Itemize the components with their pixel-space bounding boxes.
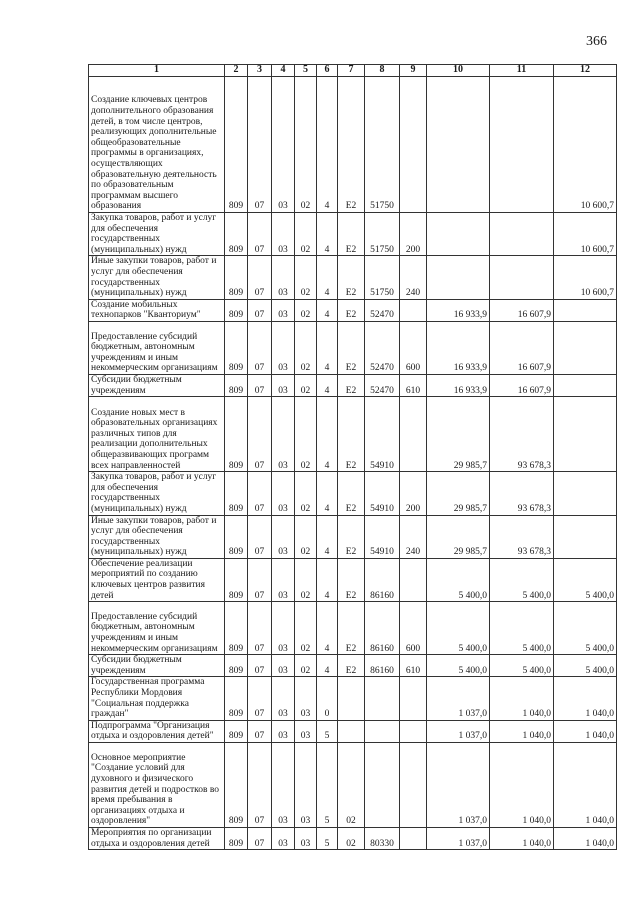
cell-col-4: 03 — [272, 677, 295, 720]
cell-col-12 — [554, 299, 617, 321]
row-name-cell: Основное мероприятие "Создание условий для духовного и физического развития детей и подростков во время пребывания в организациях отдыха и оздоровления" — [89, 743, 225, 828]
cell-col-9 — [400, 558, 427, 601]
cell-col-3: 07 — [248, 677, 272, 720]
row-name-cell: Предоставление субсидий бюджетным, автономным учреждениям и иным некоммерческим организациям — [89, 602, 225, 655]
cell-col-7: 02 — [338, 828, 365, 850]
cell-col-5: 02 — [295, 299, 317, 321]
cell-col-4: 03 — [272, 472, 295, 515]
cell-col-7: E2 — [338, 299, 365, 321]
cell-col-10: 1 037,0 — [427, 677, 490, 720]
table-row — [89, 472, 617, 515]
cell-col-4: 03 — [272, 77, 295, 213]
cell-col-6: 4 — [317, 321, 338, 374]
cell-col-11: 1 040,0 — [490, 720, 554, 742]
cell-col-7: E2 — [338, 515, 365, 558]
cell-col-8 — [365, 743, 400, 828]
cell-col-7 — [338, 720, 365, 742]
cell-col-10: 29 985,7 — [427, 472, 490, 515]
cell-col-10: 1 037,0 — [427, 828, 490, 850]
cell-col-6: 4 — [317, 472, 338, 515]
cell-col-2: 809 — [225, 256, 248, 299]
cell-col-4: 03 — [272, 256, 295, 299]
table-row — [89, 397, 617, 472]
cell-col-4: 03 — [272, 397, 295, 472]
table-row — [89, 77, 617, 213]
cell-col-6: 4 — [317, 213, 338, 256]
cell-col-4: 03 — [272, 321, 295, 374]
cell-col-9 — [400, 77, 427, 213]
cell-col-5: 02 — [295, 213, 317, 256]
cell-col-8: 54910 — [365, 397, 400, 472]
cell-col-8: 86160 — [365, 558, 400, 601]
cell-col-7: E2 — [338, 602, 365, 655]
cell-col-3: 07 — [248, 256, 272, 299]
cell-col-6: 4 — [317, 374, 338, 396]
cell-col-8: 86160 — [365, 655, 400, 677]
cell-col-6: 4 — [317, 655, 338, 677]
cell-col-9 — [400, 743, 427, 828]
cell-col-9 — [400, 720, 427, 742]
cell-col-3: 07 — [248, 602, 272, 655]
table-row — [89, 743, 617, 828]
cell-col-3: 07 — [248, 77, 272, 213]
column-header-12: 12 — [554, 65, 617, 77]
cell-col-11: 93 678,3 — [490, 397, 554, 472]
cell-col-11: 16 607,9 — [490, 321, 554, 374]
table-row — [89, 602, 617, 655]
cell-col-5: 02 — [295, 655, 317, 677]
cell-col-2: 809 — [225, 515, 248, 558]
cell-col-10 — [427, 77, 490, 213]
row-name-cell: Закупка товаров, работ и услуг для обеспечения государственных (муниципальных) нужд — [89, 472, 225, 515]
cell-col-11 — [490, 213, 554, 256]
row-name-cell: Предоставление субсидий бюджетным, автономным учреждениям и иным некоммерческим организациям — [89, 321, 225, 374]
cell-col-6: 5 — [317, 743, 338, 828]
cell-col-2: 809 — [225, 397, 248, 472]
cell-col-9: 610 — [400, 655, 427, 677]
cell-col-11: 1 040,0 — [490, 743, 554, 828]
cell-col-6: 5 — [317, 828, 338, 850]
table-row — [89, 655, 617, 677]
cell-col-9: 200 — [400, 472, 427, 515]
cell-col-12 — [554, 515, 617, 558]
row-name-cell: Закупка товаров, работ и услуг для обеспечения государственных (муниципальных) нужд — [89, 213, 225, 256]
table-row — [89, 828, 617, 850]
cell-col-7: E2 — [338, 472, 365, 515]
cell-col-6: 5 — [317, 720, 338, 742]
cell-col-12: 5 400,0 — [554, 655, 617, 677]
cell-col-12 — [554, 321, 617, 374]
cell-col-9: 200 — [400, 213, 427, 256]
cell-col-5: 02 — [295, 515, 317, 558]
cell-col-7: E2 — [338, 655, 365, 677]
cell-col-7: E2 — [338, 77, 365, 213]
cell-col-7: E2 — [338, 397, 365, 472]
row-name-cell: Создание новых мест в образовательных организациях различных типов для реализации дополнительных общеразвивающих программ всех направленностей — [89, 397, 225, 472]
cell-col-2: 809 — [225, 828, 248, 850]
cell-col-10 — [427, 256, 490, 299]
cell-col-4: 03 — [272, 602, 295, 655]
cell-col-6: 4 — [317, 397, 338, 472]
cell-col-9: 240 — [400, 515, 427, 558]
cell-col-8: 52470 — [365, 321, 400, 374]
row-name-cell: Мероприятия по организации отдыха и оздоровления детей — [89, 828, 225, 850]
cell-col-2: 809 — [225, 720, 248, 742]
cell-col-12 — [554, 397, 617, 472]
row-name-cell: Государственная программа Республики Мордовия "Социальная поддержка граждан" — [89, 677, 225, 720]
cell-col-12: 1 040,0 — [554, 743, 617, 828]
cell-col-10: 29 985,7 — [427, 397, 490, 472]
column-header-2: 2 — [225, 65, 248, 77]
cell-col-3: 07 — [248, 374, 272, 396]
cell-col-10 — [427, 213, 490, 256]
table-row — [89, 677, 617, 720]
cell-col-10: 16 933,9 — [427, 321, 490, 374]
cell-col-11: 16 607,9 — [490, 299, 554, 321]
cell-col-3: 07 — [248, 743, 272, 828]
cell-col-5: 02 — [295, 77, 317, 213]
cell-col-2: 809 — [225, 655, 248, 677]
cell-col-12: 10 600,7 — [554, 256, 617, 299]
cell-col-2: 809 — [225, 472, 248, 515]
row-name-cell: Иные закупки товаров, работ и услуг для обеспечения государственных (муниципальных) нужд — [89, 256, 225, 299]
row-name-cell: Обеспечение реализации мероприятий по созданию ключевых центров развития детей — [89, 558, 225, 601]
cell-col-5: 03 — [295, 743, 317, 828]
cell-col-9: 600 — [400, 602, 427, 655]
cell-col-3: 07 — [248, 558, 272, 601]
row-name-cell: Субсидии бюджетным учреждениям — [89, 374, 225, 396]
cell-col-7: E2 — [338, 321, 365, 374]
cell-col-5: 02 — [295, 472, 317, 515]
table-row — [89, 299, 617, 321]
cell-col-10: 16 933,9 — [427, 299, 490, 321]
table-row — [89, 515, 617, 558]
row-name-cell: Создание ключевых центров дополнительного образования детей, в том числе центров, реализующих дополнительные общеобразовательные программы в организациях, осуществляющих образовательную деятельность по образовательным программам высшего образования — [89, 77, 225, 213]
column-header-4: 4 — [272, 65, 295, 77]
cell-col-12 — [554, 374, 617, 396]
cell-col-4: 03 — [272, 558, 295, 601]
cell-col-2: 809 — [225, 321, 248, 374]
cell-col-8: 54910 — [365, 515, 400, 558]
budget-table — [88, 64, 617, 850]
cell-col-11: 1 040,0 — [490, 828, 554, 850]
cell-col-2: 809 — [225, 677, 248, 720]
cell-col-2: 809 — [225, 213, 248, 256]
table-row — [89, 374, 617, 396]
cell-col-6: 4 — [317, 558, 338, 601]
cell-col-3: 07 — [248, 299, 272, 321]
cell-col-12: 5 400,0 — [554, 558, 617, 601]
row-name-cell: Субсидии бюджетным учреждениям — [89, 655, 225, 677]
cell-col-5: 02 — [295, 256, 317, 299]
cell-col-12: 10 600,7 — [554, 213, 617, 256]
cell-col-11: 93 678,3 — [490, 515, 554, 558]
cell-col-12 — [554, 472, 617, 515]
cell-col-9: 600 — [400, 321, 427, 374]
cell-col-2: 809 — [225, 299, 248, 321]
table-row — [89, 256, 617, 299]
cell-col-5: 03 — [295, 828, 317, 850]
column-header-3: 3 — [248, 65, 272, 77]
cell-col-9 — [400, 828, 427, 850]
cell-col-12: 1 040,0 — [554, 720, 617, 742]
cell-col-11: 93 678,3 — [490, 472, 554, 515]
cell-col-11 — [490, 256, 554, 299]
cell-col-4: 03 — [272, 374, 295, 396]
cell-col-4: 03 — [272, 828, 295, 850]
cell-col-8 — [365, 677, 400, 720]
cell-col-8: 51750 — [365, 213, 400, 256]
cell-col-5: 02 — [295, 602, 317, 655]
cell-col-10: 1 037,0 — [427, 720, 490, 742]
cell-col-11: 16 607,9 — [490, 374, 554, 396]
cell-col-6: 4 — [317, 602, 338, 655]
cell-col-11: 5 400,0 — [490, 558, 554, 601]
column-header-7: 7 — [338, 65, 365, 77]
cell-col-12: 1 040,0 — [554, 677, 617, 720]
cell-col-7: 02 — [338, 743, 365, 828]
cell-col-7: E2 — [338, 374, 365, 396]
cell-col-7: E2 — [338, 558, 365, 601]
cell-col-6: 0 — [317, 677, 338, 720]
cell-col-11: 5 400,0 — [490, 655, 554, 677]
cell-col-4: 03 — [272, 299, 295, 321]
cell-col-2: 809 — [225, 743, 248, 828]
cell-col-11 — [490, 77, 554, 213]
cell-col-3: 07 — [248, 720, 272, 742]
table-row — [89, 558, 617, 601]
cell-col-6: 4 — [317, 299, 338, 321]
cell-col-2: 809 — [225, 558, 248, 601]
table-row — [89, 321, 617, 374]
cell-col-9 — [400, 677, 427, 720]
column-header-8: 8 — [365, 65, 400, 77]
cell-col-11: 5 400,0 — [490, 602, 554, 655]
cell-col-8: 52470 — [365, 374, 400, 396]
row-name-cell: Иные закупки товаров, работ и услуг для обеспечения государственных (муниципальных) нужд — [89, 515, 225, 558]
cell-col-3: 07 — [248, 213, 272, 256]
cell-col-7: E2 — [338, 256, 365, 299]
cell-col-4: 03 — [272, 655, 295, 677]
cell-col-4: 03 — [272, 743, 295, 828]
cell-col-7 — [338, 677, 365, 720]
table-header-row — [89, 65, 617, 77]
cell-col-5: 03 — [295, 720, 317, 742]
cell-col-2: 809 — [225, 77, 248, 213]
column-header-11: 11 — [490, 65, 554, 77]
cell-col-3: 07 — [248, 472, 272, 515]
cell-col-5: 02 — [295, 321, 317, 374]
table-row — [89, 213, 617, 256]
cell-col-8 — [365, 720, 400, 742]
cell-col-12: 5 400,0 — [554, 602, 617, 655]
cell-col-10: 29 985,7 — [427, 515, 490, 558]
cell-col-9 — [400, 299, 427, 321]
cell-col-10: 5 400,0 — [427, 655, 490, 677]
cell-col-7: E2 — [338, 213, 365, 256]
cell-col-5: 02 — [295, 374, 317, 396]
cell-col-11: 1 040,0 — [490, 677, 554, 720]
cell-col-2: 809 — [225, 374, 248, 396]
column-header-9: 9 — [400, 65, 427, 77]
cell-col-8: 51750 — [365, 77, 400, 213]
cell-col-8: 54910 — [365, 472, 400, 515]
row-name-cell: Подпрограмма "Организация отдыха и оздоровления детей" — [89, 720, 225, 742]
cell-col-8: 51750 — [365, 256, 400, 299]
cell-col-3: 07 — [248, 397, 272, 472]
cell-col-6: 4 — [317, 77, 338, 213]
cell-col-4: 03 — [272, 515, 295, 558]
cell-col-3: 07 — [248, 828, 272, 850]
cell-col-5: 02 — [295, 397, 317, 472]
cell-col-4: 03 — [272, 213, 295, 256]
column-header-5: 5 — [295, 65, 317, 77]
column-header-10: 10 — [427, 65, 490, 77]
cell-col-10: 16 933,9 — [427, 374, 490, 396]
cell-col-3: 07 — [248, 655, 272, 677]
cell-col-8: 52470 — [365, 299, 400, 321]
column-header-6: 6 — [317, 65, 338, 77]
cell-col-10: 5 400,0 — [427, 602, 490, 655]
cell-col-12: 1 040,0 — [554, 828, 617, 850]
cell-col-4: 03 — [272, 720, 295, 742]
cell-col-6: 4 — [317, 515, 338, 558]
cell-col-5: 03 — [295, 677, 317, 720]
cell-col-10: 1 037,0 — [427, 743, 490, 828]
cell-col-3: 07 — [248, 321, 272, 374]
cell-col-9: 610 — [400, 374, 427, 396]
cell-col-6: 4 — [317, 256, 338, 299]
row-name-cell: Создание мобильных технопарков "Кванториум" — [89, 299, 225, 321]
page-number: 366 — [586, 34, 607, 49]
cell-col-9 — [400, 397, 427, 472]
cell-col-10: 5 400,0 — [427, 558, 490, 601]
cell-col-5: 02 — [295, 558, 317, 601]
cell-col-12: 10 600,7 — [554, 77, 617, 213]
cell-col-9: 240 — [400, 256, 427, 299]
cell-col-2: 809 — [225, 602, 248, 655]
table-row — [89, 720, 617, 742]
cell-col-3: 07 — [248, 515, 272, 558]
column-header-1: 1 — [89, 65, 225, 77]
cell-col-8: 86160 — [365, 602, 400, 655]
cell-col-8: 80330 — [365, 828, 400, 850]
